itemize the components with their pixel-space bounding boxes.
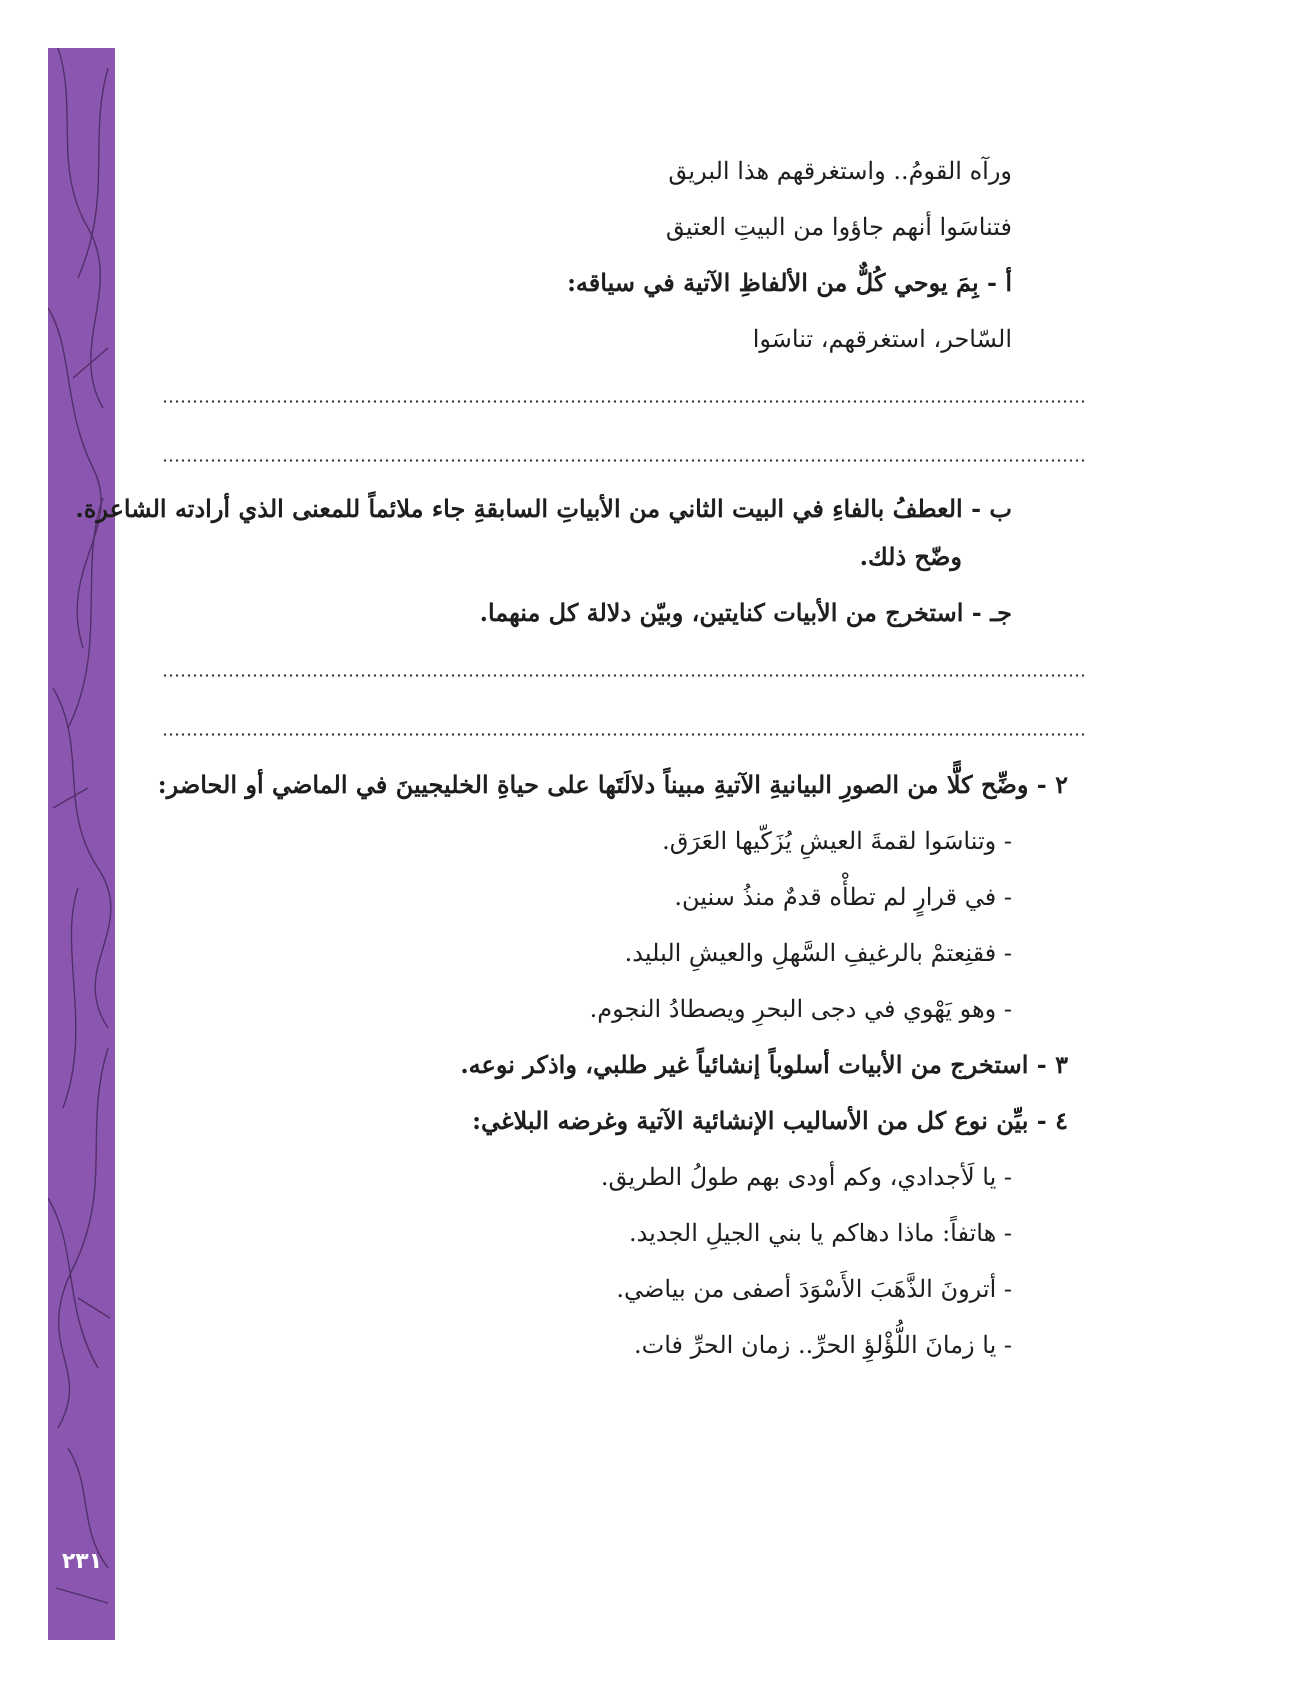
question-4-item: - يا زمانَ اللُّؤْلؤِ الحرِّ.. زمان الحرِّ فات. [634, 1331, 1012, 1359]
question-4-item: - أترونَ الذَّهَبَ الأَسْوَدَ أصفى من بياضي. [616, 1275, 1012, 1303]
question-2-item: - وهو يَهْوي في دجى البحرِ ويصطادُ النجوم. [589, 995, 1012, 1023]
page-number: ٢٣١ [61, 1548, 103, 1574]
question-2: ٢ - وضِّح كلًّا من الصورِ البيانيةِ الآتيةِ مبيناً دلالَتَها على حياةِ الخليجيينَ في الماضي أو الحاضر: [157, 770, 1068, 799]
poem-verse-1: ورآه القومُ.. واستغرقهم هذا البريق [668, 157, 1012, 185]
answer-line [162, 400, 1088, 403]
poem-verse-2: فتناسَوا أنهم جاؤوا من البيتِ العتيق [665, 213, 1012, 241]
question-4-item: - هاتفاً: ماذا دهاكم يا بني الجيلِ الجديد. [628, 1219, 1012, 1247]
question-c: جـ - استخرج من الأبيات كنايتين، وبيّن دلالة كل منهما. [479, 598, 1012, 627]
question-2-item: - فقنِعتمْ بالرغيفِ السَّهلِ والعيشِ البليد. [624, 939, 1012, 967]
question-b-line-1: ب - العطفُ بالفاءِ في البيت الثاني من الأبياتِ السابقةِ جاء ملائماً للمعنى الذي أرادته الشاعرة. [75, 494, 1012, 523]
question-4-item: - يا لَأجدادي، وكم أودى بهم طولُ الطريق. [600, 1163, 1012, 1191]
question-2-item: - وتناسَوا لقمةَ العيشِ يُزَكّيها العَرَق. [662, 827, 1012, 855]
answer-line [162, 674, 1088, 677]
decorative-side-strip [48, 48, 115, 1640]
question-2-item: - في قرارٍ لم تطأْه قدمٌ منذُ سنين. [674, 883, 1012, 911]
question-3: ٣ - استخرج من الأبيات أسلوباً إنشائياً غير طلبي، واذكر نوعه. [460, 1050, 1068, 1079]
question-a-words: السّاحر، استغرقهم، تناسَوا [752, 325, 1012, 353]
answer-line [162, 733, 1088, 736]
question-a: أ - بِمَ يوحي كُلٌّ من الألفاظِ الآتية في سياقه: [567, 268, 1012, 297]
question-4: ٤ - بيِّن نوع كل من الأساليب الإنشائية الآتية وغرضه البلاغي: [472, 1106, 1068, 1135]
question-b-line-2: وضّح ذلك. [859, 542, 962, 571]
answer-line [162, 459, 1088, 462]
strip-texture-lines [48, 48, 115, 1640]
